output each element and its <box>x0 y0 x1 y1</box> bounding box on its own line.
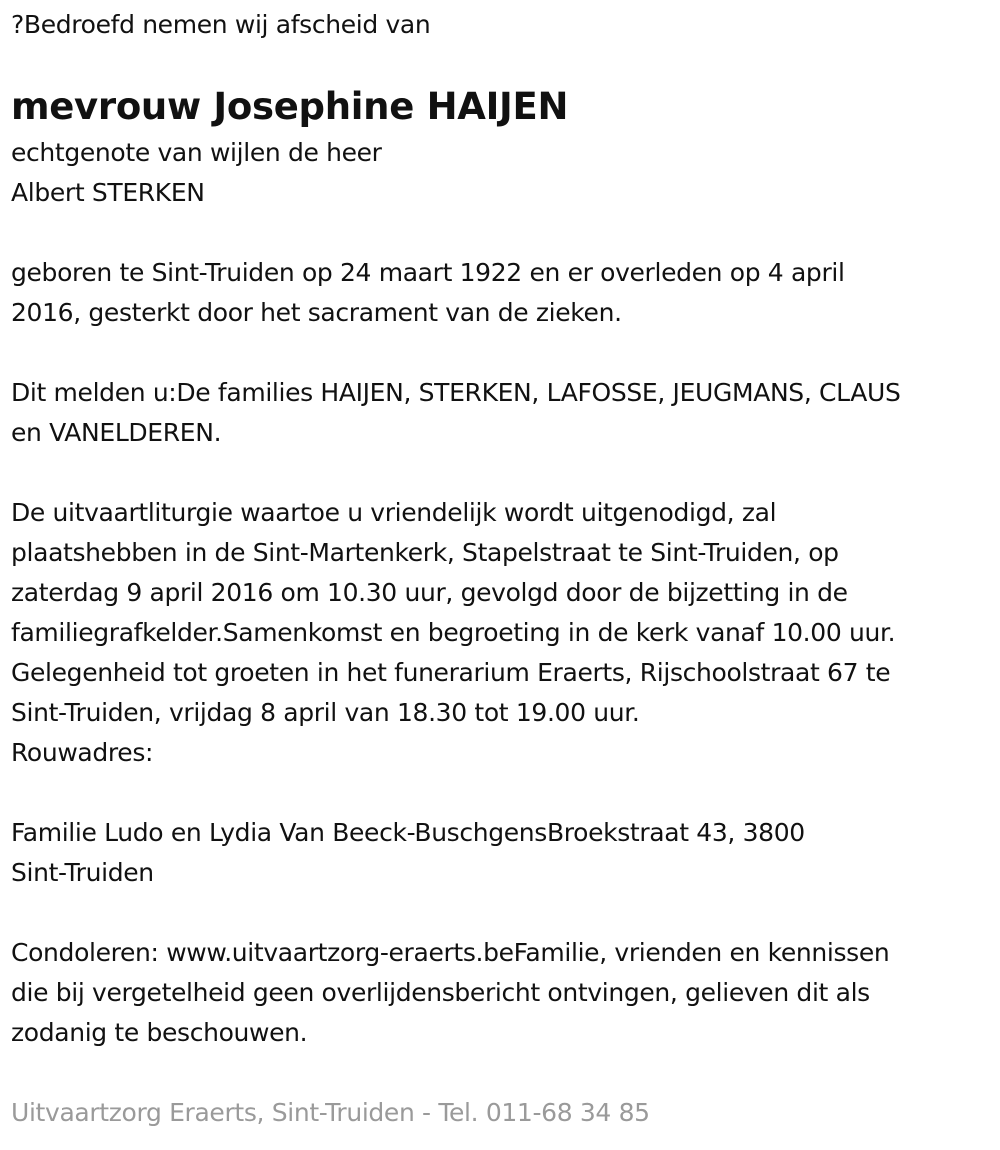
condolence-block <box>11 933 889 1053</box>
announcement-line: en VANELDEREN. <box>11 418 222 447</box>
mourning-address-label: Rouwadres: <box>11 738 154 767</box>
funeral-line: zaterdag 9 april 2016 om 10.30 uur, gevolgd door de bijzetting in de <box>11 578 848 607</box>
announcement-line: Dit melden u:De families HAIJEN, STERKEN, LAFOSSE, JEUGMANS, CLAUS <box>11 378 901 407</box>
spouse-block <box>11 133 382 213</box>
funeral-line: plaatshebben in de Sint-Martenkerk, Stapelstraat te Sint-Truiden, op <box>11 538 839 567</box>
announcement-block <box>11 373 901 453</box>
funeral-block <box>11 493 895 773</box>
birth-death-line: geboren te Sint-Truiden op 24 maart 1922 en er overleden op 4 april <box>11 258 845 287</box>
intro-text: ?Bedroefd nemen wij afscheid van <box>11 10 431 39</box>
condolence-line: Condoleren: www.uitvaartzorg-eraerts.beFamilie, vrienden en kennissen <box>11 938 890 967</box>
birth-death-block <box>11 253 845 333</box>
condolence-line: zodanig te beschouwen. <box>11 1018 308 1047</box>
spouse-line: echtgenote van wijlen de heer <box>11 138 382 167</box>
funeral-line: De uitvaartliturgie waartoe u vriendelijk wordt uitgenodigd, zal <box>11 498 777 527</box>
family-address-line: Familie Ludo en Lydia Van Beeck-BuschgensBroekstraat 43, 3800 <box>11 818 805 847</box>
family-address-block <box>11 813 805 893</box>
funeral-line: Gelegenheid tot groeten in het funerarium Eraerts, Rijschoolstraat 67 te <box>11 658 891 687</box>
birth-death-line: 2016, gesterkt door het sacrament van de zieken. <box>11 298 622 327</box>
condolence-line: die bij vergetelheid geen overlijdensbericht ontvingen, gelieven dit als <box>11 978 870 1007</box>
spouse-line: Albert STERKEN <box>11 178 205 207</box>
family-address-line: Sint-Truiden <box>11 858 154 887</box>
funeral-home-footer: Uitvaartzorg Eraerts, Sint-Truiden - Tel. 011-68 34 85 <box>11 1098 650 1127</box>
deceased-name: mevrouw Josephine HAIJEN <box>11 85 569 128</box>
funeral-line: Sint-Truiden, vrijdag 8 april van 18.30 tot 19.00 uur. <box>11 698 640 727</box>
funeral-line: familiegrafkelder.Samenkomst en begroeting in de kerk vanaf 10.00 uur. <box>11 618 896 647</box>
